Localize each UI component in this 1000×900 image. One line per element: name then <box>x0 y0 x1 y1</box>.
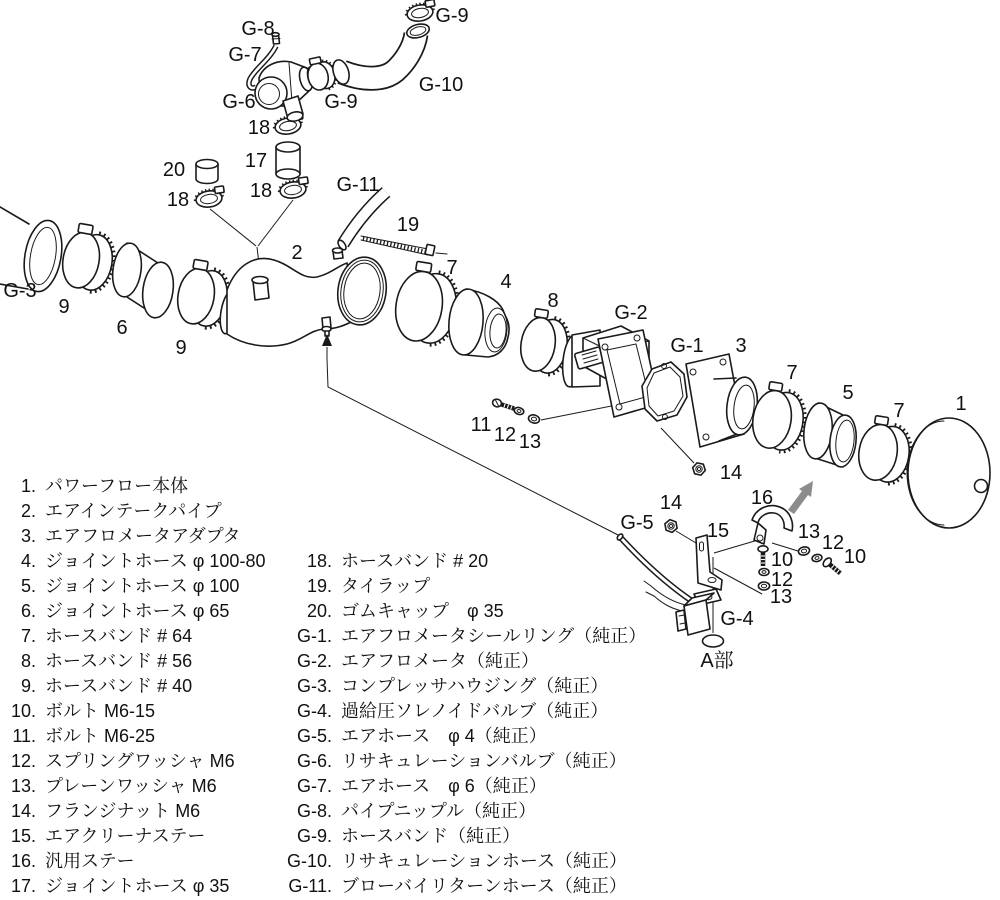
part-label: 汎用ステー <box>45 851 135 871</box>
part-number: 2. <box>20 501 36 521</box>
label-13-c: 13 <box>769 586 793 608</box>
parts-list-row <box>280 749 646 774</box>
label-12-b: 12 <box>821 532 845 554</box>
part-number: 16. <box>10 851 36 871</box>
label-2: 2 <box>291 242 303 264</box>
part-number: G-11. <box>288 876 332 896</box>
part-number: 8. <box>20 651 36 671</box>
recirculation-hose-g10 <box>330 22 431 86</box>
label-17: 17 <box>244 150 268 172</box>
part-number: G-7. <box>296 776 332 796</box>
plain-washer-13-b <box>758 582 769 590</box>
parts-list-row <box>280 574 646 599</box>
parts-list-column-1 <box>6 474 265 899</box>
part-number: 20. <box>306 601 332 621</box>
section-a-ellipse <box>703 635 724 647</box>
part-number: 15. <box>10 826 36 846</box>
label-12-a: 12 <box>493 424 517 446</box>
part-label: コンプレッサハウジング（純正） <box>341 676 609 696</box>
label-8: 8 <box>547 290 559 312</box>
part-label: タイラップ <box>341 576 431 596</box>
air-flow-meter-adapter <box>686 354 760 447</box>
parts-list-row <box>6 749 265 774</box>
part-number: G-10. <box>286 851 332 871</box>
label-10-a: 10 <box>843 546 867 568</box>
label-7-c: 7 <box>893 400 905 422</box>
part-label: スプリングワッシャ M6 <box>45 751 235 771</box>
part-label: ゴムキャップ φ 35 <box>341 601 504 621</box>
part-number: 3. <box>20 526 36 546</box>
parts-list-row <box>6 699 265 724</box>
label-1: 1 <box>955 393 967 415</box>
part-number: G-8. <box>296 801 332 821</box>
part-label: ホースバンド # 20 <box>341 551 489 571</box>
label-3: 3 <box>735 335 747 357</box>
part-number: 6. <box>20 601 36 621</box>
part-number: 5. <box>20 576 36 596</box>
label-g9-a: G-9 <box>324 91 358 113</box>
part-number: 19. <box>306 576 332 596</box>
part-number: G-1. <box>296 626 332 646</box>
parts-list-row <box>280 849 646 874</box>
part-label: ホースバンド # 64 <box>45 626 193 646</box>
power-flow-body <box>907 418 990 528</box>
parts-list-row <box>6 524 265 549</box>
label-14-a: 14 <box>719 462 743 484</box>
part-number: 10. <box>10 701 36 721</box>
part-number: 4. <box>20 551 36 571</box>
parts-list-row <box>6 824 265 849</box>
parts-list-row <box>6 724 265 749</box>
air-cleaner-stay-15 <box>696 535 722 590</box>
label-4: 4 <box>500 271 512 293</box>
label-9-a: 9 <box>58 296 70 318</box>
part-label: ボルト M6-15 <box>45 701 156 721</box>
label-g3: G-3 <box>3 280 37 302</box>
part-number: G-9. <box>296 826 332 846</box>
label-13-b: 13 <box>797 521 821 543</box>
hose-clamp-7-b <box>749 380 809 453</box>
part-number: 11. <box>12 726 36 746</box>
spring-washer-12-c <box>811 554 822 563</box>
label-10-b: 10 <box>770 549 794 571</box>
pipe-nipple-bottom <box>322 317 331 336</box>
label-18-a: 18 <box>247 117 271 139</box>
part-label: フランジナット M6 <box>45 801 201 821</box>
part-label: リサキュレーションバルブ（純正） <box>341 751 627 771</box>
label-section-a: A部 <box>700 650 734 672</box>
part-label: ホースバンド # 56 <box>45 651 193 671</box>
part-label: ジョイントホース φ 100-80 <box>45 551 266 571</box>
parts-list-row <box>6 499 265 524</box>
label-g8: G-8 <box>241 18 275 40</box>
air-intake-pipe <box>217 248 390 359</box>
part-label: 過給圧ソレノイドバルブ（純正） <box>341 701 609 721</box>
part-label: ブローバイリターンホース（純正） <box>341 876 627 896</box>
part-number: 9. <box>20 676 36 696</box>
part-number: 1. <box>20 476 36 496</box>
hose-clamp-18-a <box>195 186 226 209</box>
part-label: エアホース φ 4（純正） <box>341 726 547 746</box>
part-label: エアフロメータシールリング（純正） <box>341 626 647 646</box>
hose-clamp-18-c <box>279 177 310 200</box>
joint-hose-35 <box>276 142 300 179</box>
label-5: 5 <box>842 382 854 404</box>
part-number: 18. <box>306 551 332 571</box>
label-g7: G-7 <box>228 44 262 66</box>
part-number: 17. <box>10 876 36 896</box>
joint-hose-65 <box>109 241 176 320</box>
tie-wrap <box>361 236 447 256</box>
parts-list-row <box>280 624 646 649</box>
part-label: ジョイントホース φ 65 <box>45 601 230 621</box>
label-g11: G-11 <box>336 174 380 196</box>
parts-list-row <box>6 599 265 624</box>
joint-hose-100-80 <box>446 288 509 357</box>
parts-list-row <box>280 874 646 899</box>
parts-list-row <box>6 774 265 799</box>
label-g9-b: G-9 <box>435 5 469 27</box>
bolt-11 <box>492 398 516 412</box>
bolt-10-b <box>822 556 844 577</box>
parts-list-row <box>280 674 646 699</box>
part-number: G-5. <box>296 726 332 746</box>
parts-list-row <box>280 774 646 799</box>
label-g6: G-6 <box>222 91 256 113</box>
parts-list-row <box>6 474 265 499</box>
parts-list-row <box>280 649 646 674</box>
part-label: エアフロメータアダプタ <box>45 526 241 546</box>
label-g2: G-2 <box>614 302 648 324</box>
part-label: リサキュレーションホース（純正） <box>341 851 628 871</box>
label-16: 16 <box>750 487 774 509</box>
label-g5: G-5 <box>620 512 654 534</box>
part-label: ホースバンド（純正） <box>341 826 521 846</box>
spring-washer-12-a <box>513 406 524 415</box>
parts-list-row <box>6 674 265 699</box>
parts-list-row <box>6 874 265 899</box>
parts-list-row <box>6 549 265 574</box>
label-14-b: 14 <box>659 492 683 514</box>
bolt-10-a <box>758 546 768 566</box>
parts-list-row <box>6 799 265 824</box>
part-number: 14. <box>10 801 36 821</box>
part-number: G-4. <box>296 701 332 721</box>
part-label: ボルト M6-25 <box>45 726 156 746</box>
part-number: G-3. <box>296 676 332 696</box>
parts-list-row <box>280 549 646 574</box>
part-number: 12. <box>10 751 36 771</box>
part-number: G-2. <box>296 651 332 671</box>
spring-washer-12-b <box>759 569 769 576</box>
universal-stay-16 <box>752 506 793 544</box>
label-11: 11 <box>470 414 492 436</box>
part-label: ホースバンド # 40 <box>45 676 193 696</box>
label-g10: G-10 <box>418 74 464 96</box>
part-number: 7. <box>20 626 36 646</box>
parts-list-row <box>280 799 646 824</box>
label-g4: G-4 <box>720 608 754 630</box>
label-20: 20 <box>162 159 186 181</box>
label-19: 19 <box>396 214 420 236</box>
parts-list-row <box>280 724 646 749</box>
part-label: ジョイントホース φ 35 <box>45 876 230 896</box>
part-label: パワーフロー本体 <box>45 476 189 496</box>
part-label: プレーンワッシャ M6 <box>45 776 217 796</box>
parts-list-row <box>6 624 265 649</box>
label-15: 15 <box>706 520 730 542</box>
label-12-c: 12 <box>770 569 794 591</box>
part-label: エアフロメータ（純正） <box>341 651 539 671</box>
hose-clamp-9-left <box>58 222 117 294</box>
parts-list-row <box>280 824 646 849</box>
label-7-b: 7 <box>786 362 798 384</box>
parts-list-row <box>6 574 265 599</box>
parts-list-row <box>280 599 646 624</box>
parts-list-column-2 <box>280 549 646 899</box>
arrow-to-nipple <box>322 334 332 346</box>
label-7-a: 7 <box>446 257 458 279</box>
label-18-c: 18 <box>166 189 190 211</box>
label-6: 6 <box>116 317 128 339</box>
rubber-cap-20 <box>196 160 218 184</box>
label-18-b: 18 <box>249 180 273 202</box>
plain-washer-13-c <box>798 546 811 556</box>
label-g1: G-1 <box>670 335 704 357</box>
parts-list-row <box>280 699 646 724</box>
joint-hose-100 <box>801 402 858 469</box>
plain-washer-13-a <box>528 414 541 425</box>
part-label: ジョイントホース φ 100 <box>45 576 240 596</box>
parts-list-row <box>6 849 265 874</box>
part-label: エアクリーナステー <box>45 826 206 846</box>
hose-clamp-g9-b <box>405 0 437 23</box>
part-label: エアインテークパイプ <box>45 501 222 521</box>
parts-list-row <box>6 649 265 674</box>
label-13-a: 13 <box>518 431 542 453</box>
part-number: 13. <box>10 776 36 796</box>
part-number: G-6. <box>296 751 332 771</box>
install-arrow <box>788 481 813 514</box>
part-label: パイプニップル（純正） <box>341 801 537 821</box>
hose-clamp-7-c <box>855 414 914 485</box>
blowby-return-hose-g11 <box>336 192 386 251</box>
part-label: エアホース φ 6（純正） <box>341 776 547 796</box>
label-9-b: 9 <box>175 337 187 359</box>
flange-nut-14-a <box>691 462 706 476</box>
